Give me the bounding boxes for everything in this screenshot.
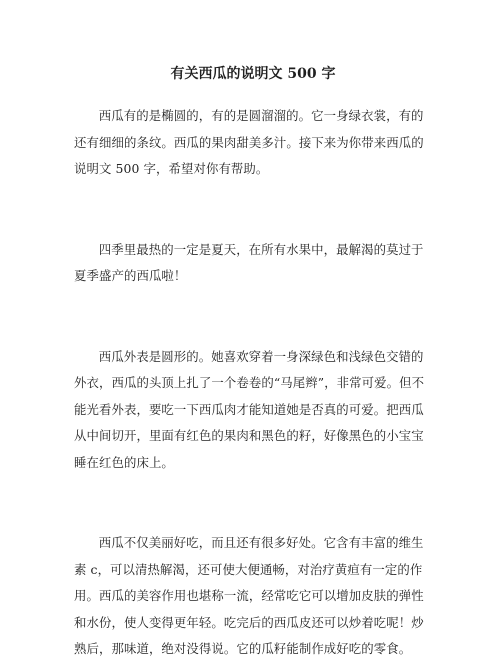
paragraph-benefits: 西瓜不仅美丽好吃，而且还有很多好处。它含有丰富的维生素 c，可以清热解渴，还可使大便通畅，对治疗黄疸有一定的作用。西瓜的美容作用也堪称一流，经常吃它可以增加皮肤的弹性和水份，使人变得更年轻。吃完后的西瓜皮还可以炒着吃呢！炒熟后，那味道，绝对没得说。它的瓜籽能制作成好吃的零食。 (74, 535, 424, 656)
paragraph-intro: 西瓜有的是椭圆的，有的是圆溜溜的。它一身绿衣裳，有的还有细细的条纹。西瓜的果肉甜美多汁。接下来为你带来西瓜的说明文 500 字，希望对你有帮助。 (74, 108, 424, 176)
paragraph-appearance: 西瓜外表是圆形的。她喜欢穿着一身深绿色和浅绿色交错的外衣，西瓜的头顶上扎了一个卷卷的“马尾辫”，非常可爱。但不能光看外表，要吃一下西瓜肉才能知道她是否真的可爱。把西瓜从中间切开，里面有红色的果肉和黑色的籽，好像黑色的小宝宝睡在红色的床上。 (74, 348, 425, 470)
paragraph-summer: 四季里最热的一定是夏天，在所有水果中，最解渴的莫过于夏季盛产的西瓜啦！ (74, 241, 424, 283)
article-title: 有关西瓜的说明文 500 字 (170, 66, 336, 82)
